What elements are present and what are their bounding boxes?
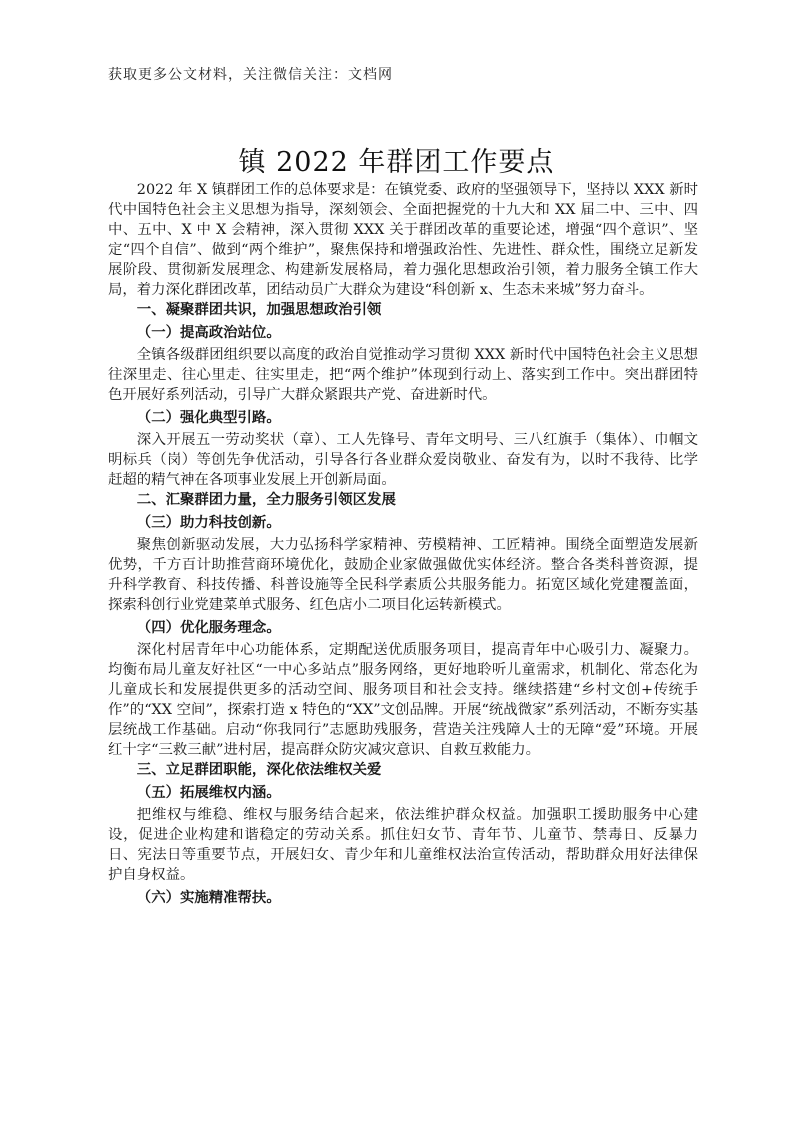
item-1-text: 全镇各级群团组织要以高度的政治自觉推动学习贯彻 XXX 新时代中国特色社会主义思想往深里走、往心里走、往实里走，把“两个维护”体现到行动上、落实到工作中。突出群团特色开展好系列活动，引导广大群众紧跟共产党、奋进新时代。 [108, 347, 698, 403]
item-3-text: 聚焦创新驱动发展，大力弘扬科学家精神、劳模精神、工匠精神。围绕全面塑造发展新优势，千方百计助推营商环境优化，鼓励企业家做强做优实体经济。整合各类科普资源，提升科学教育、科技传播、科普设施等全民科学素质公共服务能力。拓宽区域化党建覆盖面，探索科创行业党建菜单式服务、红色店小二项目化运转新模式。 [108, 537, 698, 613]
section-1-heading: 一、凝聚群团共识，加强思想政治引领 [136, 301, 382, 318]
item-5-heading: （五）拓展维权内涵。 [136, 784, 281, 801]
document-title: 镇 2022 年群团工作要点 [238, 147, 555, 178]
item-5-text: 把维权与维稳、维权与服务结合起来，依法维护群众权益。加强职工援助服务中心建设，促进企业构建和谐稳定的劳动关系。抓住妇女节、青年节、儿童节、禁毒日、反暴力日、宪法日等重要节点，开展妇女、青少年和儿童维权法治宣传活动，帮助群众用好法律保护自身权益。 [108, 807, 698, 883]
item-4-text: 深化村居青年中心功能体系，定期配送优质服务项目，提高青年中心吸引力、凝聚力。均衡布局儿童友好社区“一中心多站点”服务网络，更好地聆听儿童需求，机制化、常态化为儿童成长和发展提供更多的活动空间、服务项目和社会支持。继续搭建“乡村文创+传统手作”的“XX 空间”，探索打造 x 特色的“XX”文创品牌。开展“统战微家”系列活动，不断夯实基层统战工作基础。启动“你我同行”志愿助残服务，营造关注残障人士的无障“爱”环境。开展红十字“三救三献”进村居，提高群众防灾减灾意识、自救互救能力。 [108, 642, 698, 758]
item-2-text: 深入开展五一劳动奖状（章）、工人先锋号、青年文明号、三八红旗手（集体）、巾帼文明标兵（岗）等创先争优活动，引导各行各业群众爱岗敬业、奋发有为，以时不我待、比学赶超的精气神在各项事业发展上开创新局面。 [108, 432, 698, 488]
item-2-heading: （二）强化典型引路。 [136, 409, 281, 426]
header-note: 获取更多公文材料，关注微信关注：文档网 [108, 67, 393, 83]
item-6-heading: （六）实施精准帮扶。 [136, 889, 281, 906]
item-1-heading: （一）提高政治站位。 [136, 324, 281, 341]
item-3-heading: （三）助力科技创新。 [136, 514, 281, 531]
section-2-heading: 二、汇聚群团力量，全力服务引领区发展 [136, 491, 396, 508]
document-body [108, 180, 698, 910]
intro-paragraph: 2022 年 X 镇群团工作的总体要求是：在镇党委、政府的坚强领导下，坚持以 XXX 新时代中国特色社会主义思想为指导，深刻领会、全面把握党的十九大和 XX 届二中、三中、四中、五中、X 中 X 会精神，深入贯彻 XXX 关于群团改革的重要论述，增强“四个意识”、坚定“四个自信”、做到“两个维护”，聚焦保持和增强政治性、先进性、群众性，围绕立足新发展阶段、贯彻新发展理念、构建新发展格局，着力强化思想政治引领，着力服务全镇工作大局，着力深化群团改革，团结动员广大群众为建设“科创新 x、生态未来城”努力奋斗。 [108, 182, 698, 298]
section-3-heading: 三、立足群团职能，深化依法维权关爱 [136, 761, 382, 778]
item-4-heading: （四）优化服务理念。 [136, 619, 281, 636]
